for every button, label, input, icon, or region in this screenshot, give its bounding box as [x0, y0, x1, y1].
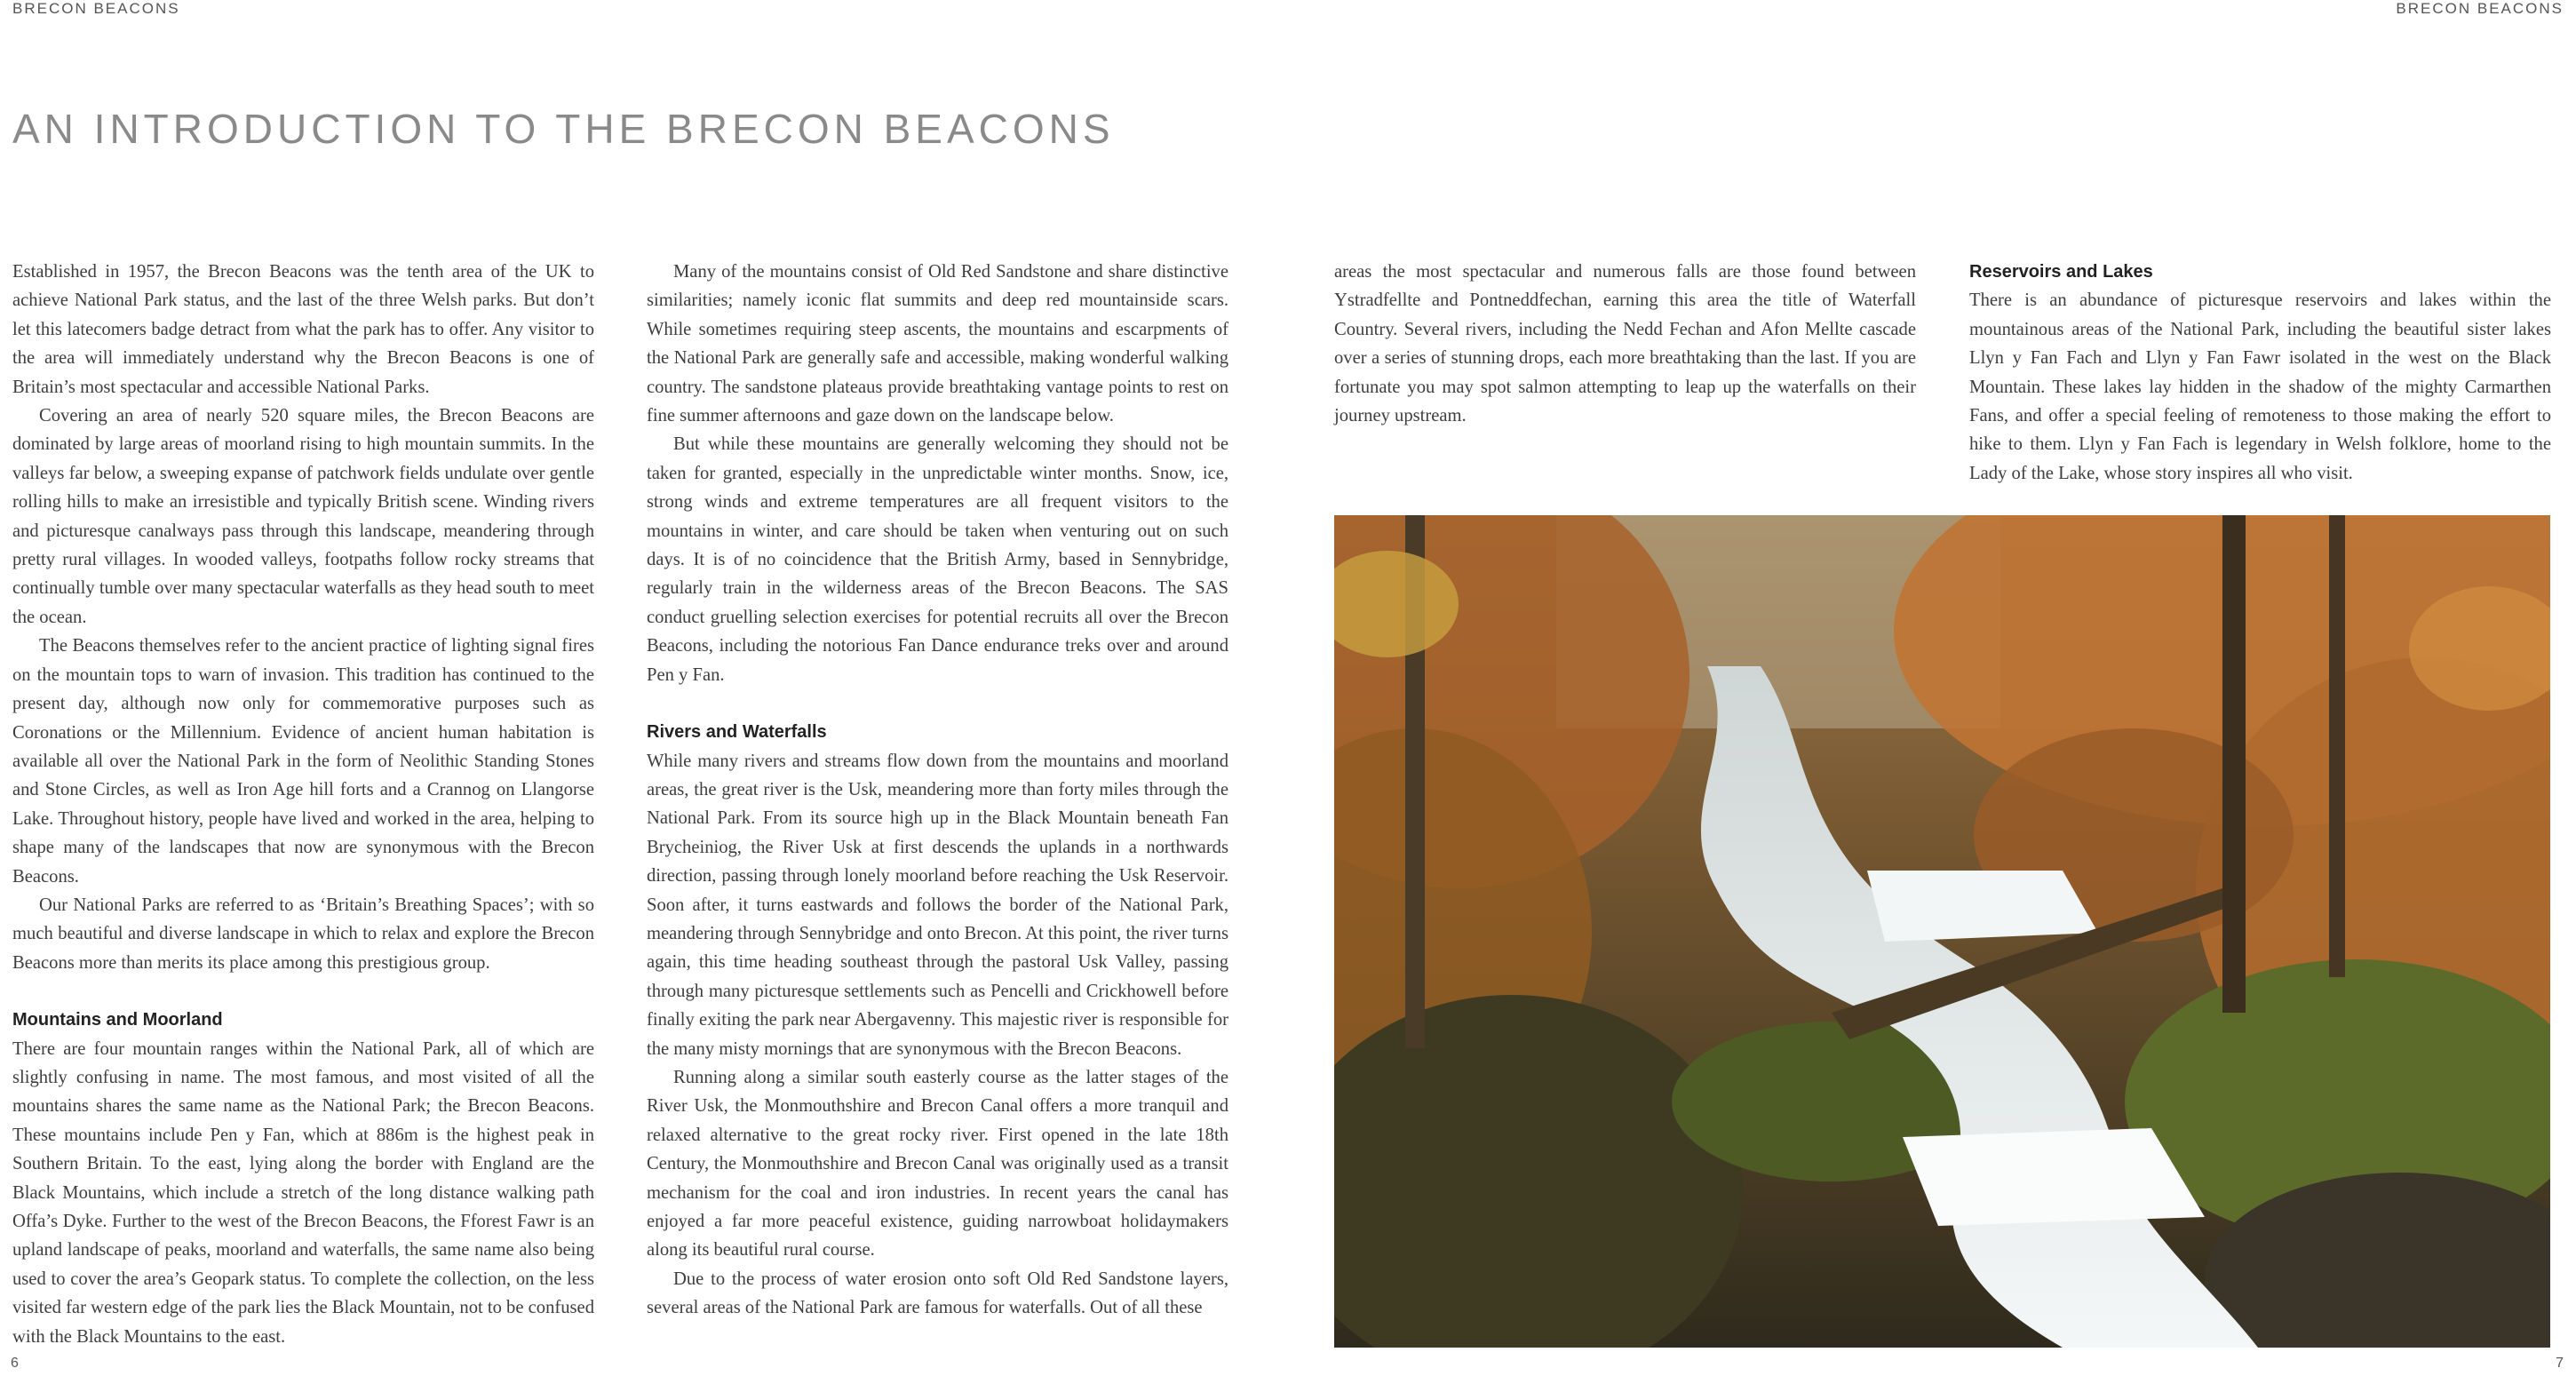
paragraph: Many of the mountains consist of Old Red Sandstone and share distinctive similarities; namely iconic flat summits and deep red mountainside scars. While sometimes requiring steep ascents, the mountains and escarpments of the National Park are generally safe and accessible, making wonderful walking country. The sandstone plateaus provide breathtaking vantage points to rest on fine summer afternoons and gaze down on the landscape below.	[647, 262, 1228, 426]
section-heading-reservoirs: Reservoirs and Lakes	[1969, 262, 2153, 282]
waterfall-photo-illustration	[1334, 515, 2550, 1348]
paragraph: Our National Parks are referred to as ‘Britain’s Breathing Spaces’; with so much beautiful and diverse landscape in which to relax and explore the Brecon Beacons more than merits its place among this prestigious group.	[12, 895, 594, 973]
paragraph: There is an abundance of picturesque reservoirs and lakes within the mountainous areas of the National Park, including the beautiful sister lakes Llyn y Fan Fach and Llyn y Fan Fawr isolated in the west on the Black Mountain. These lakes lay hidden in the shadow of the mighty Carmarthen Fans, and offer a special feeling of remoteness to those making the effort to hike to them. Llyn y Fan Fach is legendary in Welsh folklore, home to the Lady of the Lake, whose story inspires all who visit.	[1969, 290, 2551, 483]
text-column-3	[1334, 258, 1916, 430]
paragraph: areas the most spectacular and numerous falls are those found between Ystradfellte and Pontneddfechan, earning this area the title of Waterfall Country. Several rivers, including the Nedd Fechan and Afon Mellte cascade over a series of stunning drops, each more breathtaking than the last. If you are fortunate you may spot salmon attempting to leap up the waterfalls on their journey upstream.	[1334, 262, 1916, 426]
text-column-4	[1969, 258, 2551, 488]
paragraph: Running along a similar south easterly course as the latter stages of the River Usk, the Monmouthshire and Brecon Canal offers a more tranquil and relaxed alternative to the great rocky river. First opened in the late 18th Century, the Monmouthshire and Brecon Canal was originally used as a transit mechanism for the coal and iron industries. In recent years the canal has enjoyed a far more peaceful existence, guiding narrowboat holidaymakers along its beautiful rural course.	[647, 1067, 1228, 1261]
paragraph: Covering an area of nearly 520 square miles, the Brecon Beacons are dominated by large areas of moorland rising to high mountain summits. In the valleys far below, a sweeping expanse of patchwork fields undulate over gentle rolling hills to make an irresistible and typically British scene. Winding rivers and picturesque canalways pass through this landscape, meandering through pretty rural villages. In wooded valleys, footpaths follow rocky streams that continually tumble over many spectacular waterfalls as they head south to meet the ocean.	[12, 406, 594, 627]
page-number-right: 7	[2556, 1356, 2564, 1371]
section-heading-rivers: Rivers and Waterfalls	[647, 722, 827, 743]
paragraph: Established in 1957, the Brecon Beacons was the tenth area of the UK to achieve National Park status, and the last of the three Welsh parks. But don’t let this latecomers badge detract from what the park has to offer. Any visitor to the area will immediately understand why the Brecon Beacons is one of Britain’s most spectacular and accessible National Parks.	[12, 262, 594, 397]
text-column-1	[12, 258, 594, 1351]
page-title: AN INTRODUCTION TO THE BRECON BEACONS	[12, 106, 1115, 152]
running-header-right: BRECON BEACONS	[2396, 0, 2564, 17]
paragraph: But while these mountains are generally welcoming they should not be taken for granted, especially in the unpredictable winter months. Snow, ice, strong winds and extreme temperatures are all frequent visitors to the mountains in winter, and care should be taken when venturing out on such days. It is of no coincidence that the British Army, based in Sennybridge, regularly train in the wilderness areas of the Brecon Beacons. The SAS conduct gruelling selection exercises for potential recruits all over the Brecon Beacons, including the notorious Fan Dance endurance treks over and around Pen y Fan.	[647, 434, 1228, 685]
page-number-left: 6	[11, 1356, 19, 1371]
paragraph: Due to the process of water erosion onto soft Old Red Sandstone layers, several areas of the National Park are famous for waterfalls. Out of all these	[647, 1269, 1228, 1318]
paragraph: The Beacons themselves refer to the ancient practice of lighting signal fires on the mountain tops to warn of invasion. This tradition has continued to the present day, although now only for commemorative purposes such as Coronations or the Millennium. Evidence of ancient human habitation is available all over the National Park in the form of Neolithic Standing Stones and Stone Circles, as well as Iron Age hill forts and a Crannog on Llangorse Lake. Throughout history, people have lived and worked in the area, helping to shape many of the landscapes that now are synonymous with the Brecon Beacons.	[12, 636, 594, 887]
paragraph: While many rivers and streams flow down from the mountains and moorland areas, the great river is the Usk, meandering more than forty miles through the National Park. From its source high up in the Black Mountain beneath Fan Brycheiniog, the River Usk at first descends the uplands in a northwards direction, passing through lonely moorland before reaching the Usk Reservoir. Soon after, it turns eastwards and follows the border of the National Park, meandering through Sennybridge and onto Brecon. At this point, the river turns again, this time heading southeast through the pastoral Usk Valley, passing through many picturesque settlements such as Pencelli and Crickhowell before finally exiting the park near Abergavenny. This majestic river is responsible for the many misty mornings that are synonymous with the Brecon Beacons.	[647, 751, 1228, 1059]
text-column-2	[647, 258, 1228, 1323]
section-heading-mountains: Mountains and Moorland	[12, 1010, 223, 1030]
running-header-left: BRECON BEACONS	[12, 0, 180, 17]
paragraph: There are four mountain ranges within the National Park, all of which are slightly confusing in name. The most famous, and most visited of all the mountains shares the same name as the National Park; the Brecon Beacons. These mountains include Pen y Fan, which at 886m is the highest peak in Southern Britain. To the east, lying along the border with England are the Black Mountains, which include a stretch of the long distance walking path Offa’s Dyke. Further to the west of the Brecon Beacons, the Fforest Fawr is an upland landscape of peaks, moorland and waterfalls, the same name also being used to cover the area’s Geopark status. To complete the collection, on the less visited far western edge of the park lies the Black Mountain, not to be confused with the Black Mountains to the east.	[12, 1038, 594, 1347]
waterfall-photo	[1334, 515, 2550, 1348]
